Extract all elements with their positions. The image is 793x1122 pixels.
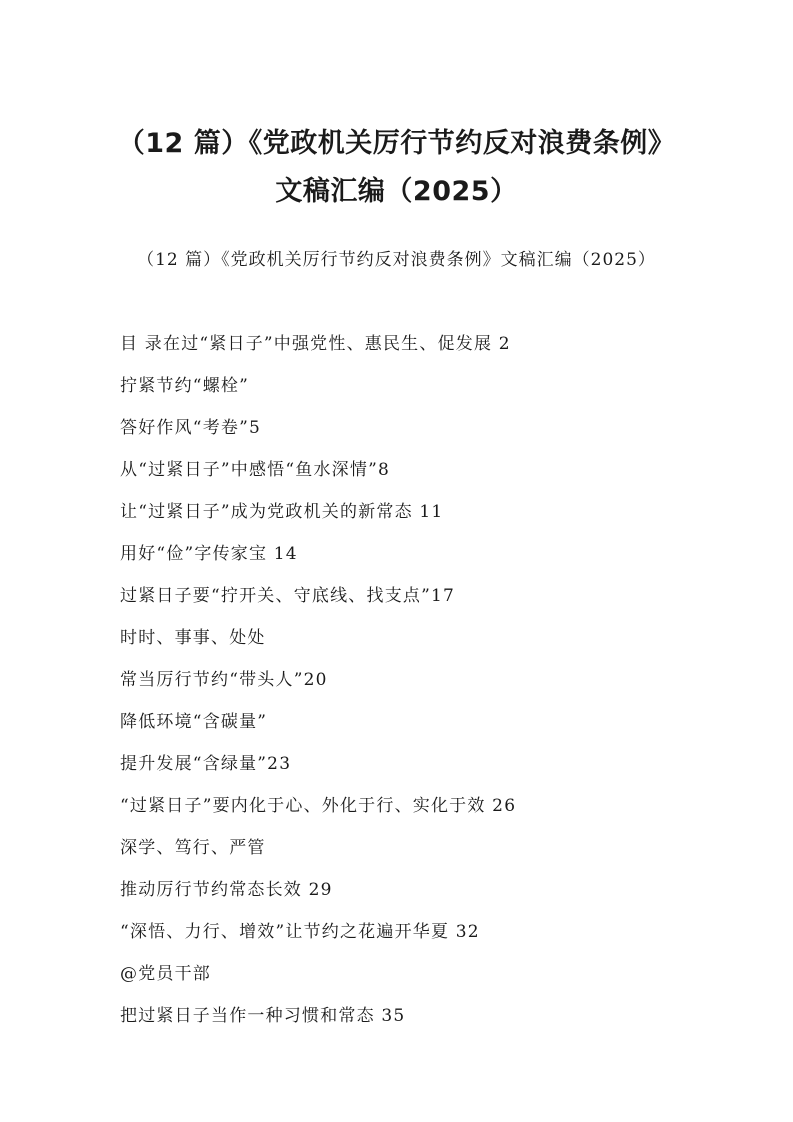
toc-item: “深悟、力行、增效”让节约之花遍开华夏 32: [120, 922, 480, 942]
toc-item: 拧紧节约“螺栓”: [120, 376, 249, 396]
document-title-line-2: 文稿汇编（2025）: [275, 176, 518, 207]
toc-item: “过紧日子”要内化于心、外化于行、实化于效 26: [120, 796, 517, 816]
table-of-contents: [120, 332, 740, 1046]
toc-item: 从“过紧日子”中感悟“鱼水深情”8: [120, 460, 390, 480]
toc-item: @党员干部: [120, 964, 211, 984]
toc-item: 降低环境“含碳量”: [120, 712, 268, 732]
toc-item: 推动厉行节约常态长效 29: [120, 880, 333, 900]
toc-item: 过紧日子要“拧开关、守底线、找支点”17: [120, 586, 456, 606]
toc-item: 让“过紧日子”成为党政机关的新常态 11: [120, 502, 444, 522]
toc-item: 提升发展“含绿量”23: [120, 754, 292, 774]
document-title-line-1: （12 篇）《党政机关厉行节约反对浪费条例》: [117, 128, 676, 159]
document-subtitle: （12 篇）《党政机关厉行节约反对浪费条例》文稿汇编（2025）: [137, 250, 656, 270]
toc-item: 答好作风“考卷”5: [120, 418, 261, 438]
toc-item: 深学、笃行、严管: [120, 838, 266, 858]
toc-item: 把过紧日子当作一种习惯和常态 35: [120, 1006, 406, 1026]
toc-item: 常当厉行节约“带头人”20: [120, 670, 328, 690]
toc-item: 时时、事事、处处: [120, 628, 266, 648]
toc-item: 用好“俭”字传家宝 14: [120, 544, 298, 564]
toc-item: 目 录在过“紧日子”中强党性、惠民生、促发展 2: [120, 334, 511, 354]
